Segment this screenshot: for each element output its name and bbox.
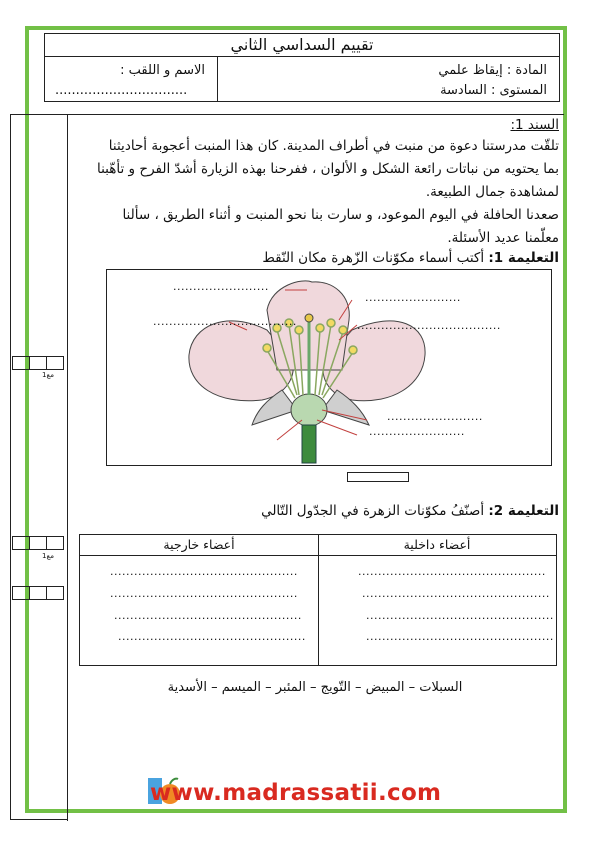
internal-row-2[interactable]: ............................................... xyxy=(362,587,550,600)
word-bank: السبلات – المبيض – التّويج – المئبر – الميسم – الأسدية xyxy=(167,680,463,695)
instruction-1-text: أكتب أسماء مكوّنات الزّهرة مكان النّقط xyxy=(262,250,485,266)
site-logo[interactable]: www.madrassatii.com xyxy=(150,780,442,806)
level-label: المستوى : السادسة xyxy=(440,83,547,98)
score-box-3 xyxy=(12,586,64,600)
instruction-2-label: التعليمة 2: xyxy=(488,503,559,519)
grading-margin xyxy=(10,114,67,820)
score-box-2 xyxy=(12,536,64,550)
internal-row-4[interactable]: ............................................... xyxy=(366,630,554,643)
figure-answer-box[interactable] xyxy=(347,472,409,482)
table-header-internal: أعضاء داخلية xyxy=(403,537,471,552)
subject-level xyxy=(438,61,547,101)
table-header-divider xyxy=(80,555,556,556)
support-heading: السند 1: xyxy=(510,117,559,133)
support-line-2: بما يحتويه من نباتات رائعة الشكل و الألوان ، ففرحنا بهذه الزيارة أشدّ الفرح و تأهّبنا xyxy=(97,161,559,177)
name-field[interactable] xyxy=(55,61,205,101)
score-box-1 xyxy=(12,356,64,370)
exam-title: تقييم السداسي الثاني xyxy=(44,33,560,57)
label-dots-3[interactable]: ........................ xyxy=(365,291,461,304)
header-info xyxy=(44,56,560,102)
external-row-4[interactable]: ............................................... xyxy=(118,630,306,643)
table-header-external: أعضاء خارجية xyxy=(163,537,235,552)
internal-row-1[interactable]: ............................................... xyxy=(358,565,546,578)
instruction-1 xyxy=(262,247,559,270)
support-line-4: صعدنا الحافلة في اليوم الموعود، و سارت بنا نحو المنبت و أثناء الطريق ، سألنا xyxy=(122,207,559,223)
label-dots-5[interactable]: ........................ xyxy=(387,410,483,423)
label-dots-1[interactable]: ........................ xyxy=(173,280,269,293)
instruction-2 xyxy=(261,500,559,523)
label-dots-4[interactable]: .................................... xyxy=(357,319,501,332)
external-row-2[interactable]: ............................................... xyxy=(110,587,298,600)
label-dots-6[interactable]: ........................ xyxy=(369,425,465,438)
instruction-2-text: أصنّفُ مكوّنات الزهرة في الجدّول التّالي xyxy=(261,503,485,519)
header-divider xyxy=(217,57,218,101)
score-label-2: مع1 xyxy=(42,552,54,560)
instruction-1-label: التعليمة 1: xyxy=(488,250,559,266)
subject-label: المادة : إيقاظ علمي xyxy=(438,63,547,78)
label-dots-2[interactable]: .................................... xyxy=(153,315,297,328)
external-row-3[interactable]: ............................................... xyxy=(114,609,302,622)
support-line-1: تلقّت مدرستنا دعوة من منبت في أطراف المدينة. كان هذا المنبت أعجوبة أحاديثنا xyxy=(108,138,559,154)
external-row-1[interactable]: ............................................... xyxy=(110,565,298,578)
flower-figure xyxy=(106,269,552,466)
name-label: الاسم و اللقب : xyxy=(120,63,205,78)
score-label-1: مع1 xyxy=(42,371,54,379)
classification-table xyxy=(79,534,557,666)
flower-drawing-icon xyxy=(107,270,550,464)
internal-row-3[interactable]: ............................................... xyxy=(366,609,554,622)
support-line-5: معلّمنا عديد الأسئلة. xyxy=(447,230,559,246)
name-dots: ................................ xyxy=(55,83,188,98)
support-line-3: لمشاهدة جمال الطبيعة. xyxy=(425,184,559,200)
